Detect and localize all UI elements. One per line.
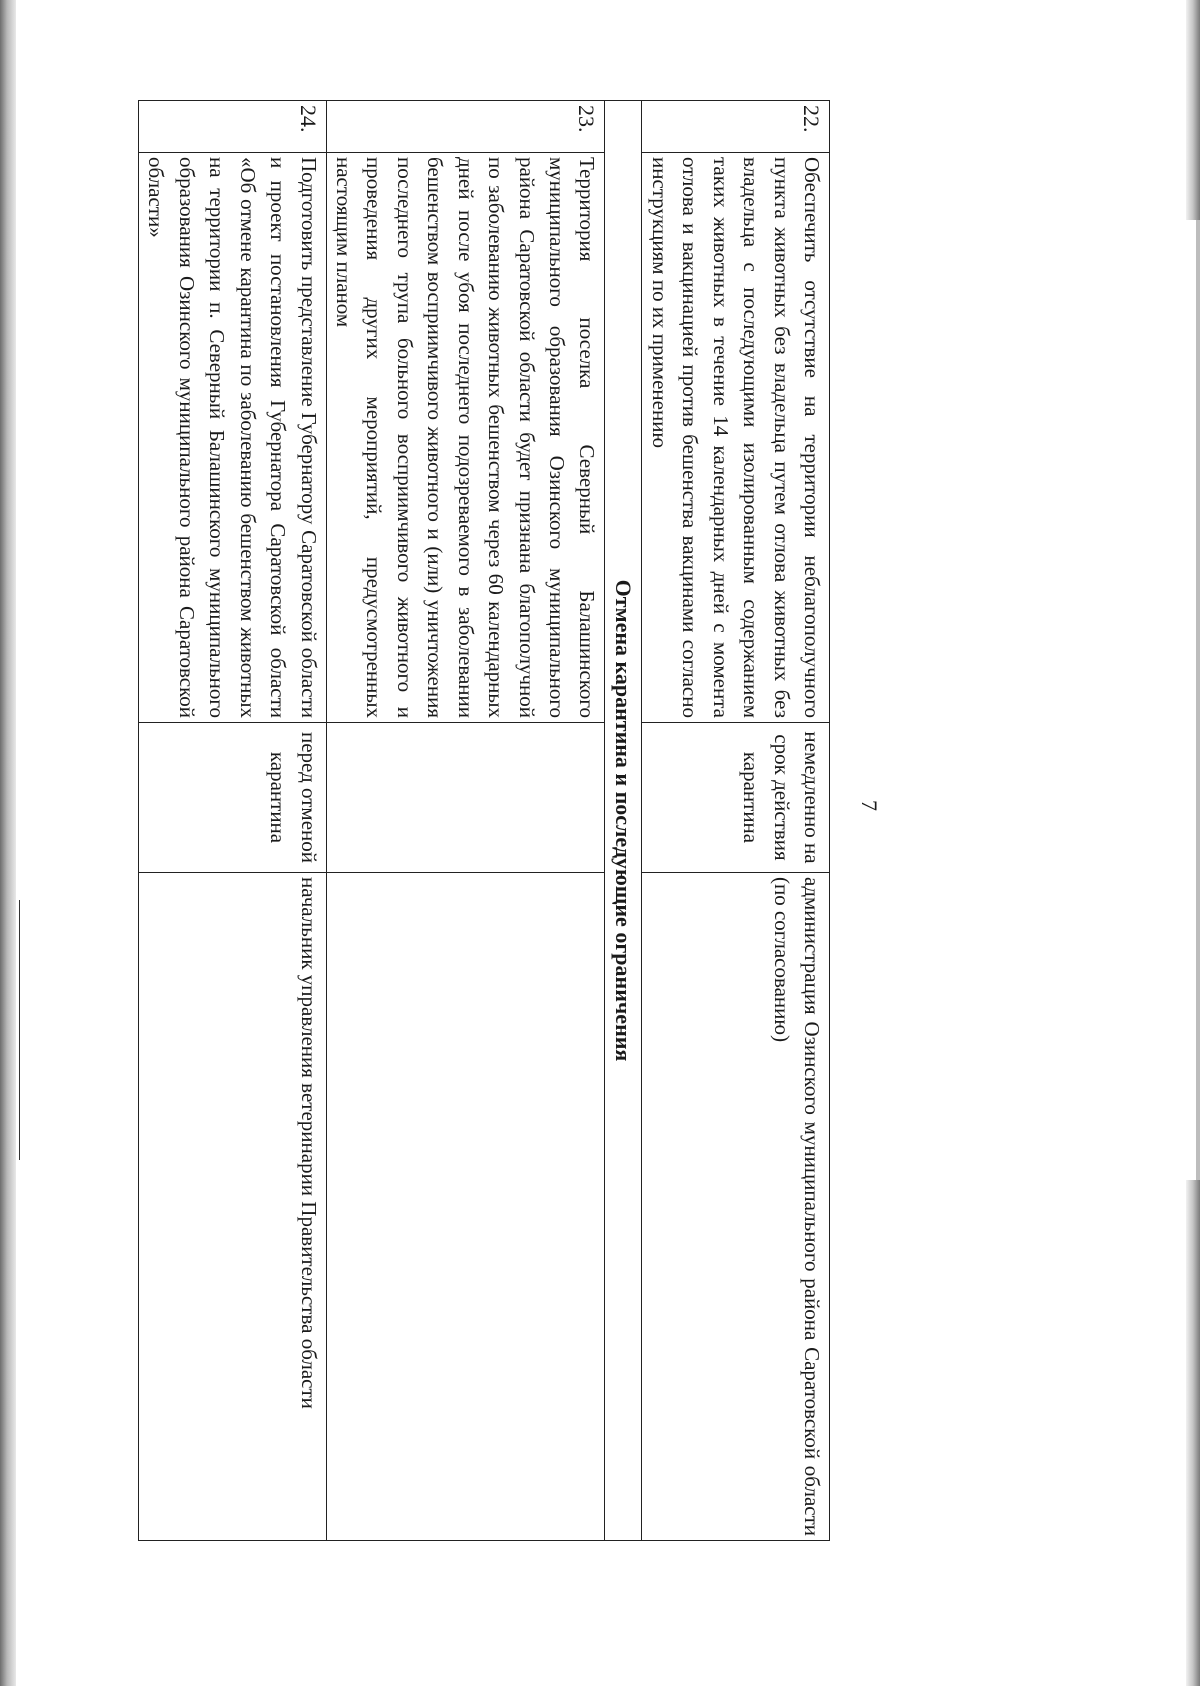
scan-edge-right-top [1186, 0, 1200, 220]
section-header-row [605, 101, 642, 1541]
row-number: 24. [138, 101, 326, 153]
measure-term: перед отменой карантина [138, 723, 326, 873]
measure-text: Территория поселка Северный Балашинского муниципального образования Озинского муниципального района Саратовской области будет признана благополучной по заболеванию животных бешенством через 60 календарных дней после убоя последнего подозреваемого в заболевании бешенством восприимчивого животного и (или) уничтожения последнего трупа больного восприимчивого животного и проведения других мероприятий, предусмотренных настоящим планом [326, 153, 605, 723]
measure-term: немедленно на срок действия карантина [642, 723, 830, 873]
scan-edge-left [0, 0, 16, 1686]
measure-text: Подготовить представление Губернатору Саратовской области и проект постановления Губернатора Саратовской области «Об отмене карантина по заболеванию бешенством животных на территории п. Северный Балашинского муниципального образования Озинского муниципального района Саратовской области» [138, 153, 326, 723]
row-number: 22. [642, 101, 830, 153]
measure-term [326, 723, 605, 873]
measure-responsible: администрация Озинского муниципального района Саратовской области (по согласованию) [642, 873, 830, 1541]
section-title: Отмена карантина и последующие ограничения [605, 101, 642, 1541]
measure-text: Обеспечить отсутствие на территории неблагополучного пункта животных без владельца путем отлова животных без владельца с последующими изолированным содержанием таких животных в течение 14 календарных дней с момента отлова и вакцинацией против бешенства вакцинами согласно инструкциям по их применению [642, 153, 830, 723]
table-row [326, 101, 605, 1541]
measure-responsible: начальник управления ветеринарии Правительства области [138, 873, 326, 1541]
scan-edge-right-mid [1196, 220, 1200, 1180]
measures-table [138, 100, 830, 1541]
table-row [138, 101, 326, 1541]
rotated-page [100, 100, 980, 1540]
row-number: 23. [326, 101, 605, 153]
page-number: 7 [857, 800, 882, 811]
scan-edge-right-bottom [1186, 1180, 1200, 1686]
table-row [642, 101, 830, 1541]
measure-responsible [326, 873, 605, 1541]
end-line-divider [19, 900, 20, 1160]
